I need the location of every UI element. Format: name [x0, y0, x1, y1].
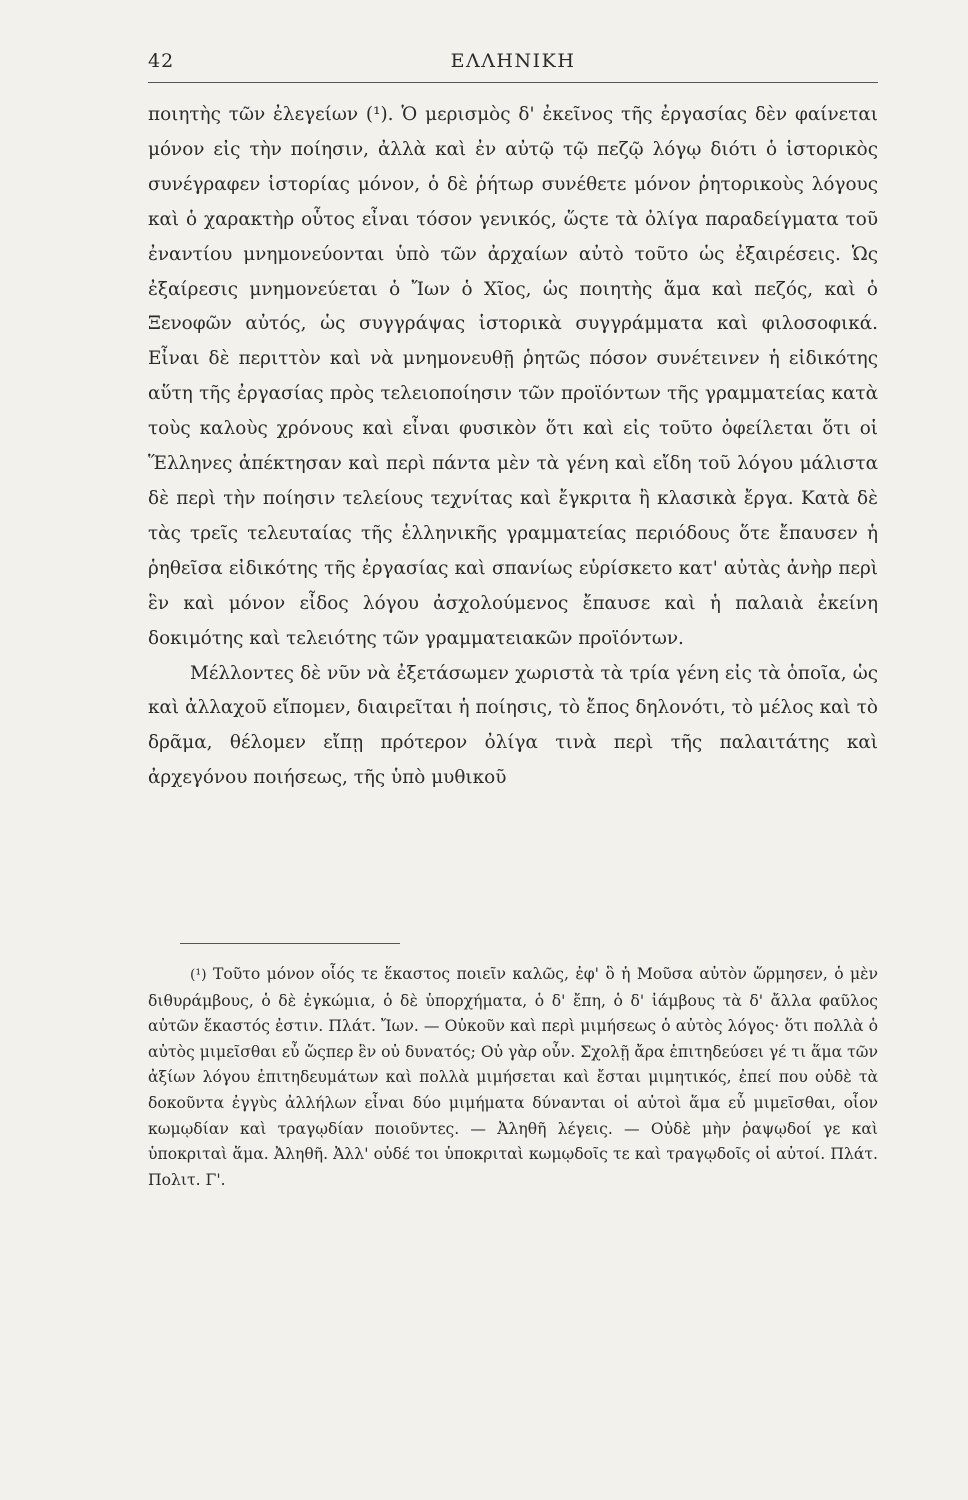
- page-header: [148, 50, 878, 80]
- paragraph: ποιητὴς τῶν ἐλεγείων (¹). Ὁ μερισμὸς δ' ἐκεῖνος τῆς ἐργασίας δὲν φαίνεται μόνον εἰς τὴν ποίησιν, ἀλλὰ καὶ ἐν αὐτῷ τῷ πεζῷ λόγῳ διότι ὁ ἱστορικὸς συνέγραφεν ἱστορίας μόνον, ὁ δὲ ῥήτωρ συνέθετε μόνον ῥητορικοὺς λόγους καὶ ὁ χαρακτὴρ οὗτος εἶναι τόσον γενικός, ὥςτε τὰ ὀλίγα παραδείγματα τοῦ ἐναντίου μνημονεύονται ὑπὸ τῶν ἀρχαίων αὐτὸ τοῦτο ὡς ἐξαιρέσεις. Ὡς ἐξαίρεσις μνημονεύεται ὁ Ἴων ὁ Χῖος, ὡς ποιητὴς ἅμα καὶ πεζός, καὶ ὁ Ξενοφῶν αὐτός, ὡς συγγράψας ἱστορικὰ συγγράμματα καὶ φιλοσοφικά. Εἶναι δὲ περιττὸν καὶ νὰ μνημονευθῇ ῥητῶς πόσον συνέτεινεν ἡ εἰδικότης αὕτη τῆς ἐργασίας πρὸς τελειοποίησιν τῶν προϊόντων τῆς γραμματείας κατὰ τοὺς καλοὺς χρόνους καὶ εἶναι φυσικὸν ὅτι καὶ εἰς τοῦτο ὀφείλεται ὅτι οἱ Ἕλληνες ἀπέκτησαν καὶ περὶ πάντα μὲν τὰ γένη καὶ εἴδη τοῦ λόγου μάλιστα δὲ περὶ τὴν ποίησιν τελείους τεχνίτας καὶ ἔγκριτα ἢ κλασικὰ ἔργα. Κατὰ δὲ τὰς τρεῖς τελευταίας τῆς ἑλληνικῆς γραμματείας περιόδους ὅτε ἔπαυσεν ἡ ῥηθεῖσα εἰδικότης τῆς ἐργασίας καὶ σπανίως εὑρίσκετο κατ' αὐτὰς ἀνὴρ περὶ ἓν καὶ μόνον εἶδος λόγου ἀσχολούμενος ἔπαυσε καὶ ἡ παλαιὰ ἐκείνη δοκιμότης καὶ τελειότης τῶν γραμματειακῶν προϊόντων.: [148, 104, 878, 649]
- header-rule: [148, 82, 878, 83]
- footnote: [148, 962, 878, 1193]
- running-title: ΕΛΛΗΝΙΚΗ: [450, 50, 576, 72]
- footnote-rule: [180, 943, 400, 944]
- main-text: [148, 98, 878, 796]
- page-number: 42: [148, 50, 175, 72]
- footnote-marker: (¹): [190, 967, 207, 983]
- footnote-text: Τοῦτο μόνον οἷός τε ἕκαστος ποιεῖν καλῶς, ἐφ' ὃ ἡ Μοῦσα αὐτὸν ὥρμησεν, ὁ μὲν διθυράμβους, ὁ δὲ ἐγκώμια, ὁ δὲ ὑπορχήματα, ὁ δ' ἔπη, ὁ δ' ἰάμβους τὰ δ' ἄλλα φαῦλος αὐτῶν ἕκαστός ἐστιν. Πλάτ. Ἴων. — Οὐκοῦν καὶ περὶ μιμήσεως ὁ αὐτὸς λόγος· ὅτι πολλὰ ὁ αὐτὸς μιμεῖσθαι εὖ ὥςπερ ἓν οὐ δυνατός; Οὐ γὰρ οὖν. Σχολῇ ἄρα ἐπιτηδεύσει γέ τι ἅμα τῶν ἀξίων λόγου ἐπιτηδευμάτων καὶ πολλὰ μιμήσεται καὶ ἔσται μιμητικός, ἐπεί που οὐδὲ τὰ δοκοῦντα ἐγγὺς ἀλλήλων εἶναι δύο μιμήματα δύνανται οἱ αὐτοὶ ἅμα εὖ μιμεῖσθαι, οἷον κωμῳδίαν καὶ τραγῳδίαν ποιοῦντες. — Ἀληθῆ λέγεις. — Οὐδὲ μὴν ῥαψῳδοί γε καὶ ὑποκριταὶ ἅμα. Ἀληθῆ. Ἀλλ' οὐδέ τοι ὑποκριταὶ κωμῳδοῖς τε καὶ τραγῳδοῖς οἱ αὐτοί. Πλάτ. Πολιτ. Γ'.: [148, 965, 878, 1189]
- paragraph: Μέλλοντες δὲ νῦν νὰ ἐξετάσωμεν χωριστὰ τὰ τρία γένη εἰς τὰ ὁποῖα, ὡς καὶ ἀλλαχοῦ εἴπομεν, διαιρεῖται ἡ ποίησις, τὸ ἔπος δηλονότι, τὸ μέλος καὶ τὸ δρᾶμα, θέλομεν εἴπῃ πρότερον ὀλίγα τινὰ περὶ τῆς παλαιτάτης καὶ ἀρχεγόνου ποιήσεως, τῆς ὑπὸ μυθικοῦ: [148, 662, 878, 789]
